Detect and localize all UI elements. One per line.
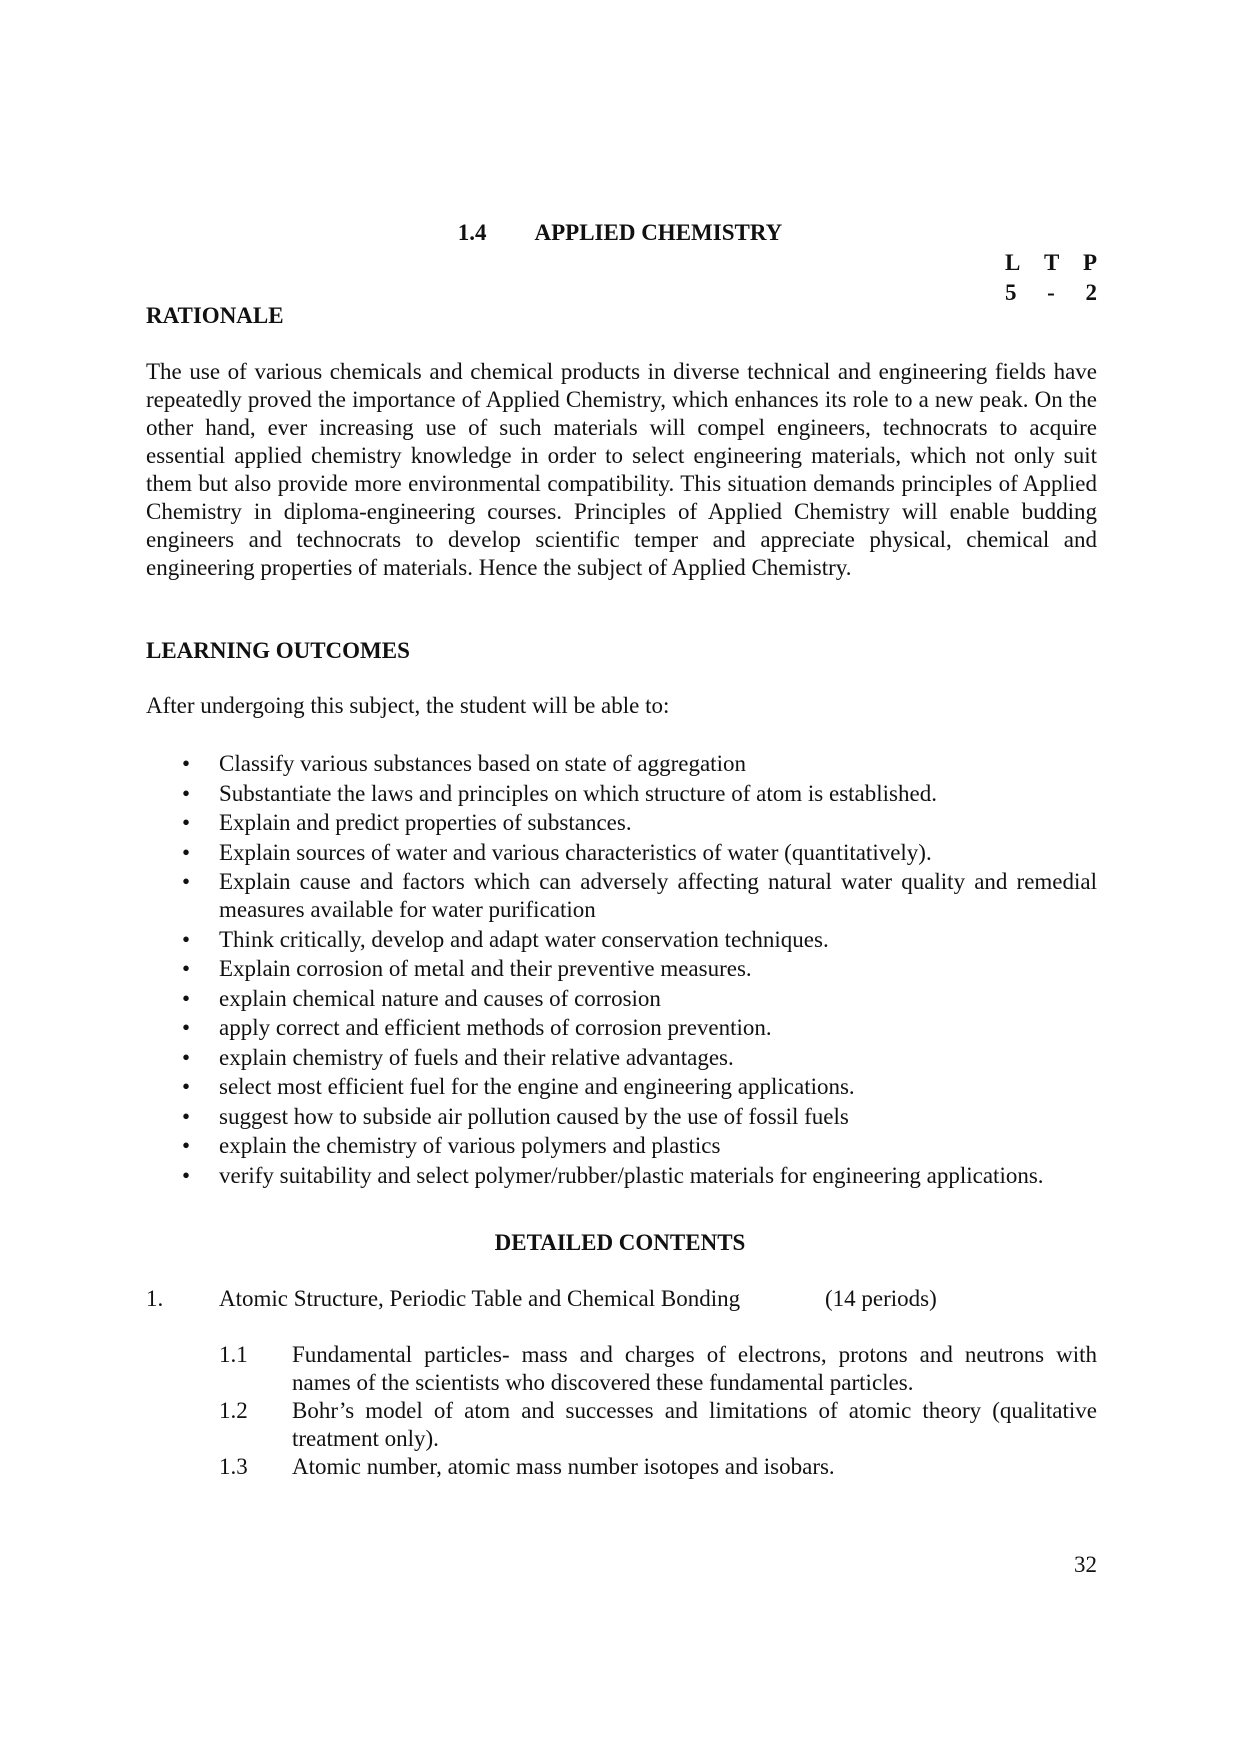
bullet-icon: • [182,1074,191,1099]
subtopic-number: 1.2 [219,1398,248,1423]
list-item: • select most efficient fuel for the engine and engineering applications. [182,1074,855,1099]
ltp-value-t: - [1047,280,1055,305]
ltp-label-l: L [1005,250,1021,275]
rationale-heading: RATIONALE [146,303,284,328]
list-item: • Classify various substances based on state of aggregation [182,751,746,776]
bullet-icon: • [182,926,191,952]
bullet-icon: • [182,1133,191,1158]
bullet-icon: • [182,839,191,865]
unit-number: 1. [146,1286,164,1311]
ltp-values-row [1005,278,1097,308]
page-number: 32 [1074,1552,1097,1577]
ltp-label-p: P [1082,250,1097,275]
subtopic-number: 1.3 [219,1454,248,1479]
bullet-icon: • [182,1103,191,1129]
learning-outcomes-heading: LEARNING OUTCOMES [146,638,410,663]
bullet-icon: • [182,751,191,776]
subject-title [0,220,1240,246]
bullet-icon: • [182,810,191,835]
ltp-value-l: 5 [1005,280,1017,305]
subtopic-text: Bohr’s model of atom and successes and limitations of atomic theory (qualitative treatment only). [292,1398,1097,1451]
subtopic-item [219,1397,1097,1453]
bullet-icon: • [182,1044,191,1070]
section-number: 1.4 [457,220,487,245]
unit-periods: (14 periods) [825,1286,937,1311]
subtopic-number: 1.1 [219,1342,248,1367]
detailed-contents-heading: DETAILED CONTENTS [494,1230,746,1255]
list-item: • Explain cause and factors which can adversely affecting natural water quality and remedial measures available for water purification [182,869,1097,922]
list-item: • explain chemical nature and causes of corrosion [182,985,661,1011]
bullet-icon: • [182,956,191,981]
list-item: • verify suitability and select polymer/rubber/plastic materials for engineering applications. [182,1162,1044,1188]
ltp-labels-row [1005,248,1097,278]
subtopic-item [219,1453,1097,1481]
ltp-table [1005,248,1097,308]
bullet-icon: • [182,1015,191,1040]
list-item: • explain chemistry of fuels and their relative advantages. [182,1044,734,1070]
learning-outcomes-list [146,750,1097,1191]
subtopic-item [219,1341,1097,1397]
unit-title: Atomic Structure, Periodic Table and Chemical Bonding [219,1286,741,1311]
list-item: • suggest how to subside air pollution caused by the use of fossil fuels [182,1103,849,1129]
ltp-value-p: 2 [1085,280,1097,305]
subtopic-text: Atomic number, atomic mass number isotopes and isobars. [292,1454,835,1479]
bullet-icon: • [182,1162,191,1188]
subtopic-text: Fundamental particles- mass and charges of electrons, protons and neutrons with names of the scientists who discovered these fundamental particles. [292,1342,1097,1395]
bullet-icon: • [182,780,191,806]
ltp-label-t: T [1043,250,1060,275]
subtopic-list [219,1341,1097,1481]
list-item: • Substantiate the laws and principles on which structure of atom is established. [182,780,937,806]
list-item: • Explain corrosion of metal and their preventive measures. [182,956,752,981]
list-item: • Think critically, develop and adapt water conservation techniques. [182,926,829,952]
list-item: • Explain sources of water and various characteristics of water (quantitatively). [182,839,932,865]
rationale-paragraph: The use of various chemicals and chemical products in diverse technical and engineering fields have repeatedly proved the importance of Applied Chemistry, which enhances its role to a new peak. On the other hand, ever increasing use of such materials will compel engineers, technocrats to acquire essential applied chemistry knowledge in order to select engineering materials, which not only suit them but also provide more environmental compatibility. This situation demands principles of Applied Chemistry in diploma-engineering courses. Principles of Applied Chemistry will enable budding engineers and technocrats to develop scientific temper and appreciate physical, chemical and engineering properties of materials. Hence the subject of Applied Chemistry. [146,359,1097,580]
bullet-icon: • [182,985,191,1011]
list-item: • Explain and predict properties of substances. [182,810,632,835]
learning-outcomes-intro: After undergoing this subject, the student will be able to: [146,693,670,718]
bullet-icon: • [182,869,191,894]
subject-name: APPLIED CHEMISTRY [534,220,783,245]
list-item: • explain the chemistry of various polymers and plastics [182,1133,721,1158]
list-item: • apply correct and efficient methods of corrosion prevention. [182,1015,772,1040]
